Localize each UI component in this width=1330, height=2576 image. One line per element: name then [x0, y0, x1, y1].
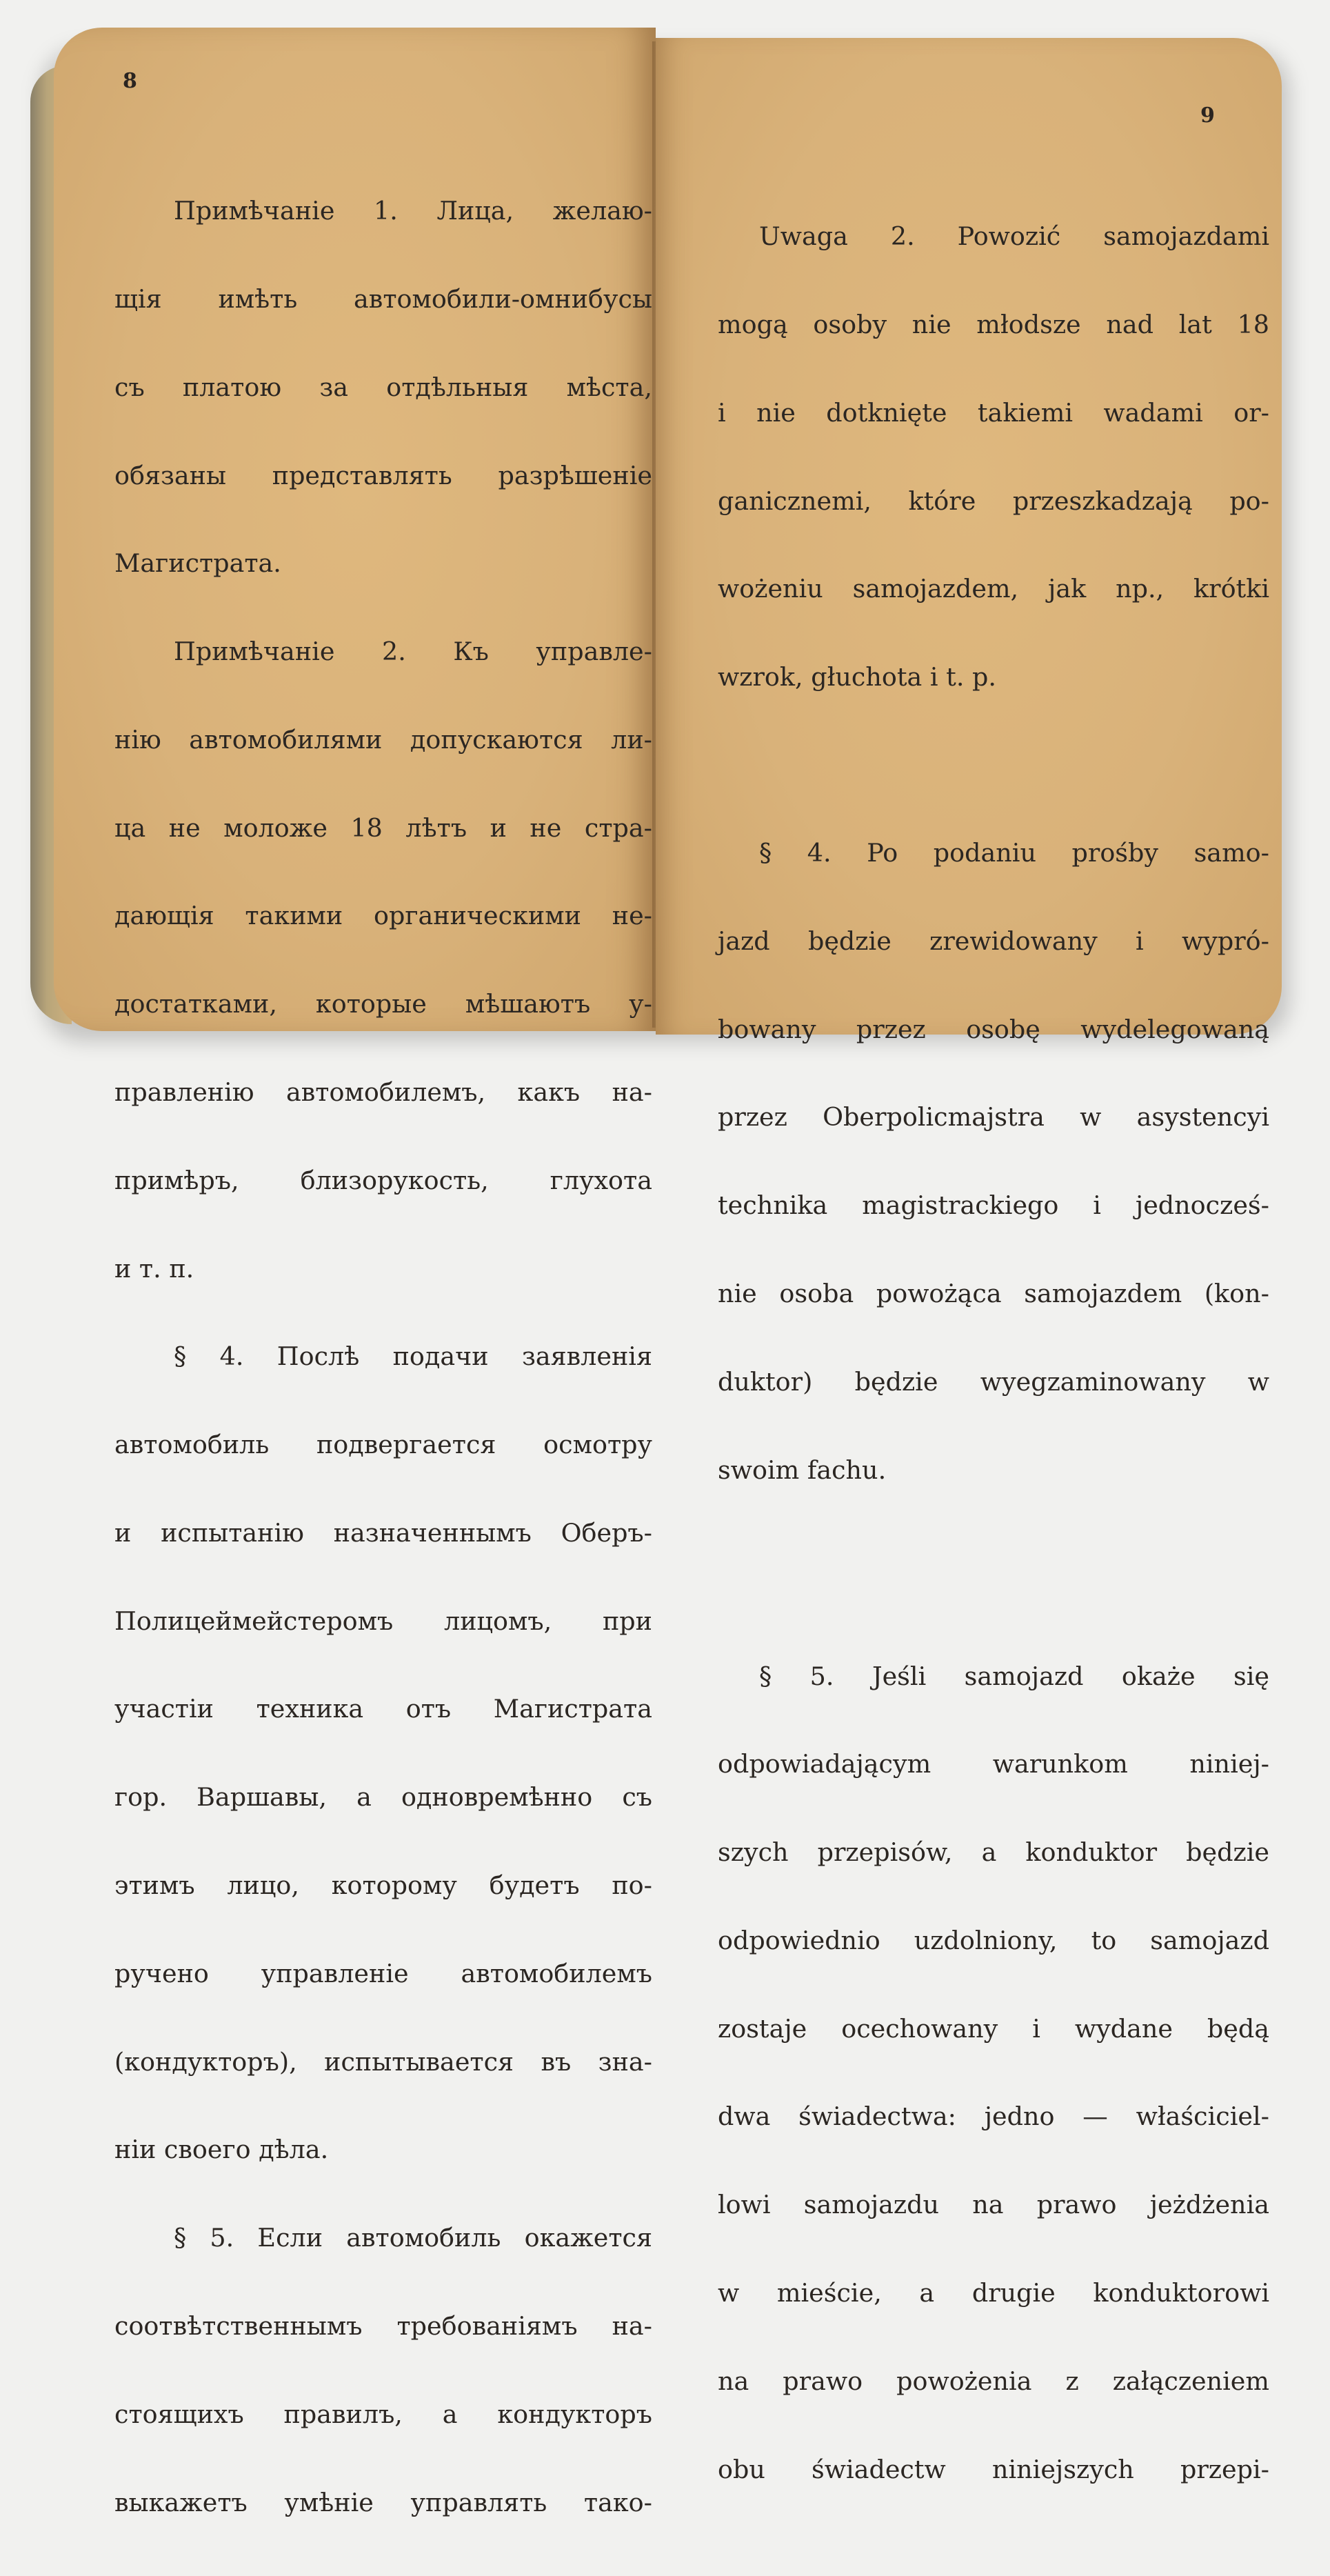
- text-line: § 4. Послѣ подачи заявленія: [174, 1341, 652, 1372]
- text-line: ніи своего дѣла.: [114, 2135, 329, 2165]
- text-line: (кондукторъ), испытывается въ зна-: [114, 2046, 652, 2077]
- text-line: стоящихъ правилъ, а кондукторъ: [114, 2399, 652, 2429]
- text-line: jazd będzie zrewidowany i wypró-: [718, 926, 1269, 956]
- text-line: technika magistrackiego i jednocześ-: [718, 1190, 1269, 1221]
- paragraph-gap: [718, 751, 1269, 780]
- text-line: ganicznemi, które przeszkadzają po-: [718, 486, 1269, 516]
- text-line: правленію автомобилемъ, какъ на-: [114, 1077, 652, 1107]
- text-line: obu świadectw niniejszych przepi-: [718, 2454, 1269, 2484]
- text-line: и т. п.: [114, 1253, 194, 1284]
- text-line: выкажетъ умѣніе управлять тако-: [114, 2487, 652, 2517]
- text-line: w mieście, a drugie konduktorowi: [718, 2277, 1269, 2308]
- text-line: swoim fachu.: [718, 1455, 887, 1485]
- text-line: примѣръ, близорукость, глухота: [114, 1165, 652, 1195]
- text-line: odpowiednio uzdolniony, to samojazd: [718, 1925, 1269, 1955]
- text-line: § 5. Jeśli samojazd okaże się: [759, 1661, 1269, 1691]
- right-page-number: 9: [1200, 103, 1215, 128]
- right-page: [656, 38, 1282, 2484]
- text-line: этимъ лицо, которому будетъ по-: [114, 1870, 652, 1901]
- text-line: bowany przez osobę wydelegowaną: [718, 1014, 1269, 1044]
- text-line: dwa świadectwa: jedno — właściciel-: [718, 2101, 1269, 2132]
- text-line: i nie dotknięte takiemi wadami or-: [718, 397, 1269, 428]
- text-line: nie osoba powożąca samojazdem (kon-: [718, 1278, 1269, 1308]
- text-line: нію автомобилями допускаются ли-: [114, 724, 652, 755]
- text-line: Uwaga 2. Powozić samojazdami: [759, 221, 1269, 252]
- text-line: Примѣчаніе 2. Къ управле-: [174, 637, 652, 667]
- text-line: достатками, которые мѣшаютъ у-: [114, 989, 652, 1019]
- left-page: [54, 28, 656, 2517]
- text-line: wzrok, głuchota i t. p.: [718, 662, 996, 692]
- text-line: ручено управленіе автомобилемъ: [114, 1958, 652, 1988]
- text-line: § 5. Если автомобиль окажется: [174, 2223, 652, 2253]
- text-line: автомобиль подвергается осмотру: [114, 1430, 652, 1460]
- text-line: гор. Варшавы, а одновремѣнно съ: [114, 1782, 652, 1813]
- text-line: дающія такими органическими не-: [114, 901, 652, 931]
- text-line: съ платою за отдѣльныя мѣста,: [114, 372, 652, 402]
- left-page-text: [114, 138, 652, 2576]
- text-line: mogą osoby nie młodsze nad lat 18: [718, 309, 1269, 339]
- text-line: Магистрата.: [114, 548, 281, 579]
- text-line: lowi samojazdu na prawo jeżdżenia: [718, 2190, 1269, 2220]
- text-line: Полицеймейстеромъ лицомъ, при: [114, 1606, 652, 1636]
- text-line: и испытанію назначеннымъ Оберъ-: [114, 1517, 652, 1548]
- text-line: szych przepisów, a konduktor będzie: [718, 1837, 1269, 1868]
- text-line: ца не моложе 18 лѣтъ и не стра-: [114, 812, 652, 843]
- text-line: § 4. Po podaniu prośby samo-: [759, 838, 1269, 868]
- paragraph-gap: [718, 1544, 1269, 1603]
- text-line: duktor) będzie wyegzaminowany w: [718, 1366, 1269, 1397]
- text-line: na prawo powożenia z załączeniem: [718, 2366, 1269, 2396]
- text-line: обязаны представлять разрѣшеніе: [114, 460, 652, 490]
- text-line: соотвѣтственнымъ требованіямъ на-: [114, 2310, 652, 2341]
- text-line: щія имѣть автомобили-омнибусы: [114, 283, 652, 314]
- text-line: przez Oberpolicmajstra w asystencyi: [718, 1102, 1269, 1132]
- text-line: zostaje ocechowany i wydane będą: [718, 2013, 1269, 2044]
- text-line: Примѣчаніе 1. Лица, желаю-: [174, 196, 652, 226]
- left-page-number: 8: [123, 69, 137, 93]
- text-line: wożeniu samojazdem, jak np., krótki: [718, 574, 1269, 604]
- text-line: участіи техника отъ Магистрата: [114, 1694, 652, 1724]
- right-page-text: [718, 163, 1269, 2543]
- text-line: odpowiadającym warunkom niniej-: [718, 1749, 1269, 1779]
